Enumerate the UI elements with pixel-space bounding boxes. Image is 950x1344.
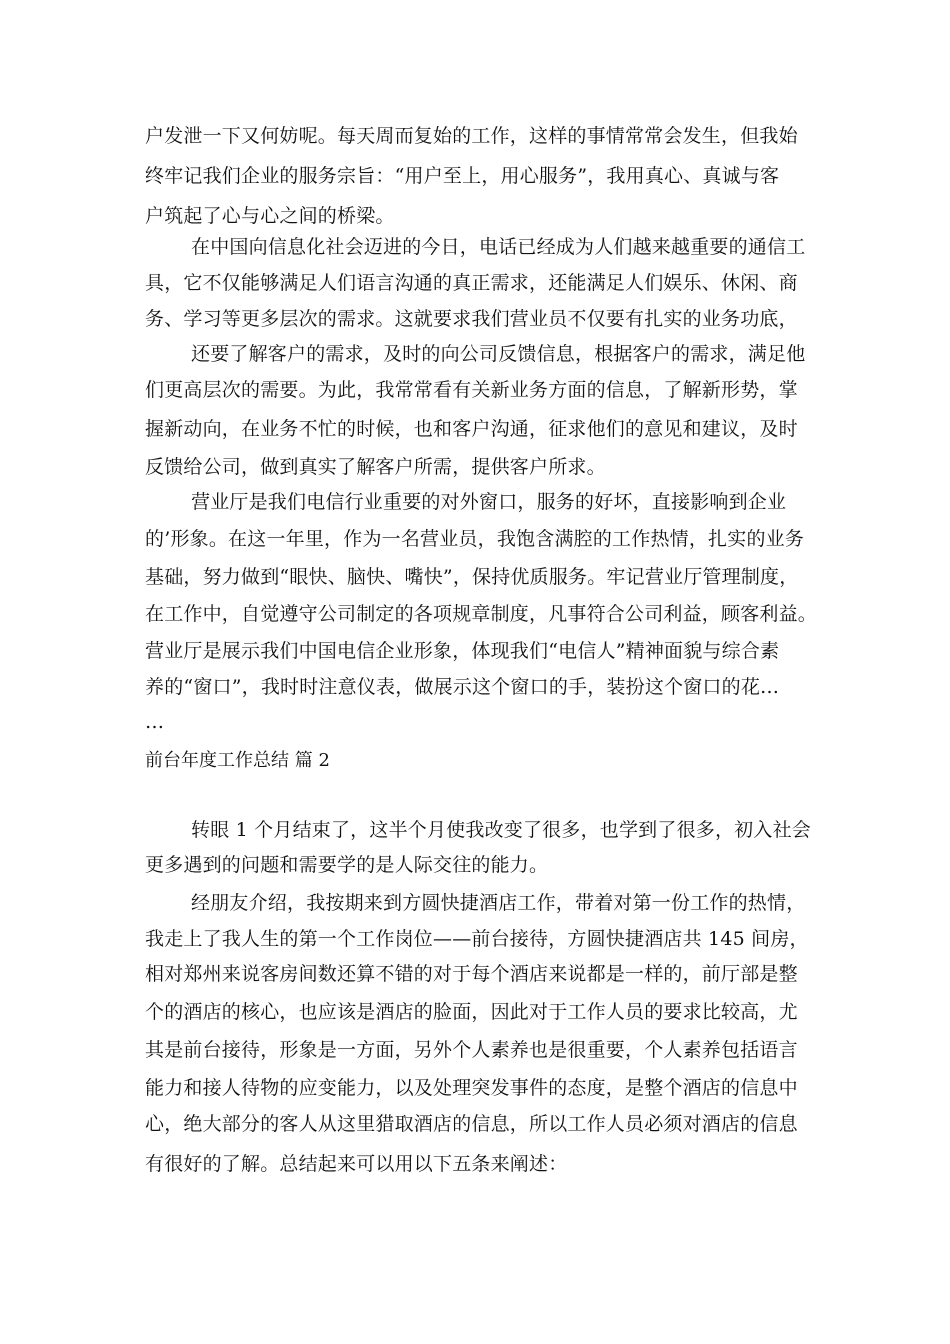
- section-title: 前台年度工作总结 篇 2: [145, 750, 330, 771]
- text-line: 具，它不仅能够满足人们语言沟通的真正需求，还能满足人们娱乐、休闲、商: [145, 272, 798, 294]
- text-line: 在中国向信息化社会迈进的今日，电话已经成为人们越来越重要的通信工: [191, 236, 806, 258]
- text-line: 反馈给公司，做到真实了解客户所需，提供客户所求。: [145, 456, 606, 478]
- text-line: 握新动向，在业务不忙的时候，也和客户沟通，征求他们的意见和建议，及时: [145, 418, 798, 440]
- text-line: 营业厅是我们电信行业重要的对外窗口，服务的好坏，直接影响到企业: [191, 491, 787, 513]
- text-line: 个的酒店的核心，也应该是酒店的脸面，因此对于工作人员的要求比较高，尤: [145, 1001, 798, 1023]
- text-line: 其是前台接待，形象是一方面，另外个人素养也是很重要，个人素养包括语言: [145, 1039, 798, 1061]
- text-line: 户筑起了心与心之间的桥梁。: [145, 205, 395, 227]
- text-line: 相对郑州来说客房间数还算不错的对于每个酒店来说都是一样的，前厅部是整: [145, 963, 798, 985]
- text-line: 户发泄一下又何妨呢。每天周而复始的工作，这样的事情常常会发生，但我始: [145, 125, 798, 147]
- text-line: 心，绝大部分的客人从这里猎取酒店的信息，所以工作人员必须对酒店的信息: [145, 1113, 798, 1135]
- text-line: 们更高层次的需要。为此，我常常看有关新业务方面的信息，了解新形势，掌: [145, 379, 798, 401]
- text-line: 有很好的了解。总结起来可以用以下五条来阐述：: [145, 1153, 568, 1175]
- text-line: …: [145, 711, 165, 733]
- text-line: 转眼 1 个月结束了，这半个月使我改变了很多，也学到了很多，初入社会: [191, 819, 811, 841]
- text-line: 终牢记我们企业的服务宗旨：“用户至上，用心服务”，我用真心、真诚与客: [145, 165, 780, 187]
- text-line: 我走上了我人生的第一个工作岗位——前台接待，方圆快捷酒店共 145 间房，: [145, 928, 809, 950]
- text-line: 营业厅是展示我们中国电信企业形象，体现我们“电信人”精神面貌与综合素: [145, 640, 780, 662]
- text-line: 在工作中，自觉遵守公司制定的各项规章制度，凡事符合公司利益，顾客利益。: [145, 603, 818, 625]
- text-line: 更多遇到的问题和需要学的是人际交往的能力。: [145, 854, 549, 876]
- text-line: 养的“窗口”，我时时注意仪表，做展示这个窗口的手，装扮这个窗口的花…: [145, 676, 780, 698]
- text-line: 经朋友介绍，我按期来到方圆快捷酒店工作，带着对第一份工作的热情，: [191, 892, 806, 914]
- text-line: 的’形象。在这一年里，作为一名营业员，我饱含满腔的工作热情，扎实的业务: [145, 528, 805, 550]
- text-line: 务、学习等更多层次的需求。这就要求我们营业员不仅要有扎实的业务功底，: [145, 308, 798, 330]
- text-line: 还要了解客户的需求，及时的向公司反馈信息，根据客户的需求，满足他: [191, 343, 806, 365]
- text-line: 基础，努力做到“眼快、脑快、嘴快”，保持优质服务。牢记营业厅管理制度，: [145, 566, 799, 588]
- text-line: 能力和接人待物的应变能力，以及处理突发事件的态度，是整个酒店的信息中: [145, 1077, 798, 1099]
